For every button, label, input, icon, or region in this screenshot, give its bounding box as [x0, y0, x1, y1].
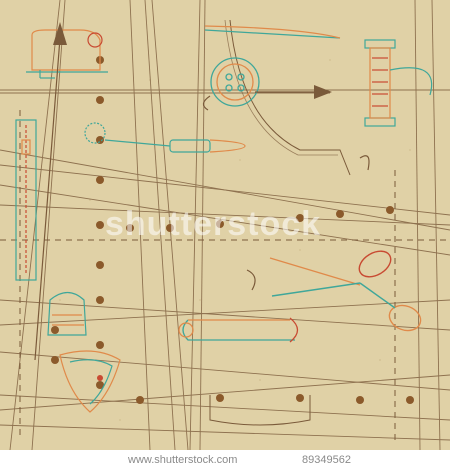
- footer-image-id: 89349562: [302, 454, 351, 466]
- footer-url: www.shutterstock.com: [128, 454, 238, 466]
- footer-bar: [0, 450, 450, 470]
- watermark-text: shutterstock: [105, 205, 322, 243]
